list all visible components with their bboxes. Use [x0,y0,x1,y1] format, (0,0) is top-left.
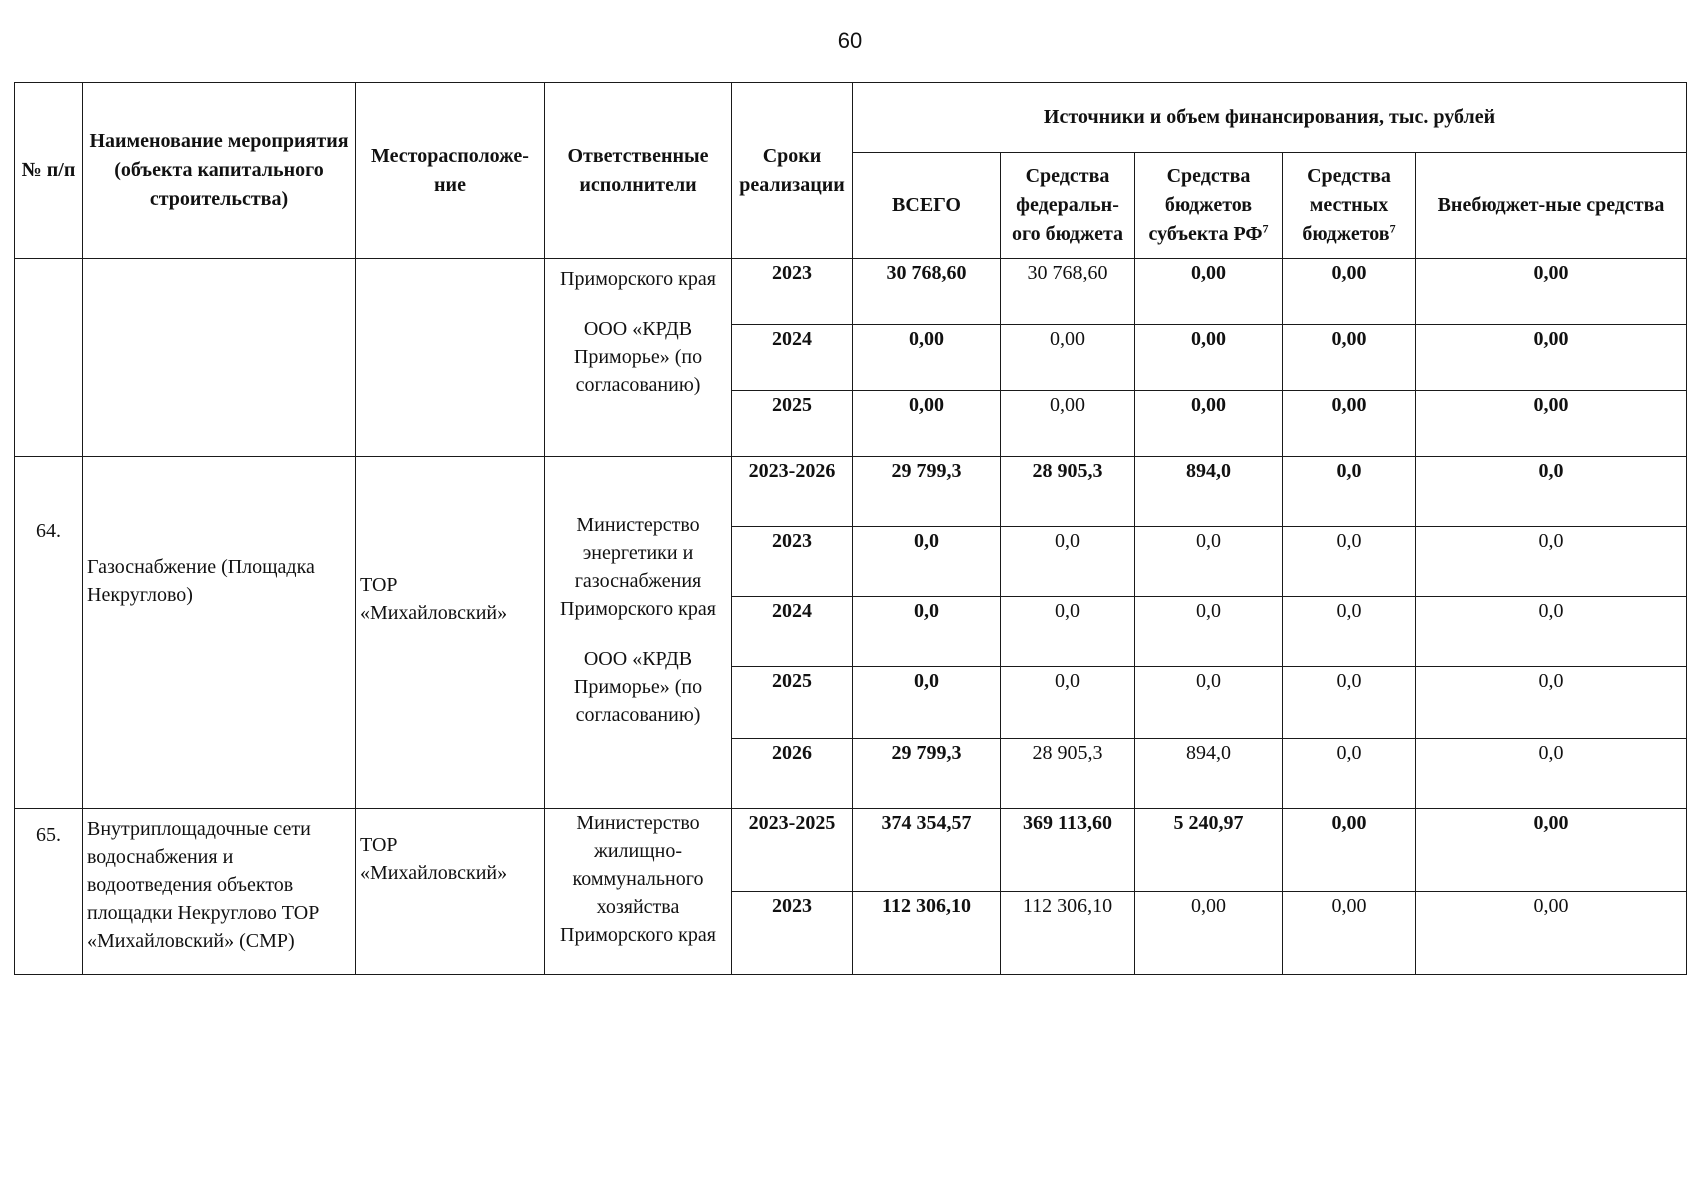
item-executors [545,457,732,809]
executor-text: Приморского края [560,268,716,290]
cell-total: 29 799,3 [853,739,1001,809]
item-name [83,259,356,457]
cell-offbudget: 0,0 [1416,457,1687,527]
item-number: 65. [15,809,83,975]
executor-text: Министерство энергетики и газоснабжения Приморского края [560,514,716,620]
header-name: Наименование мероприятия (объекта капитального строительства) [83,83,356,259]
cell-offbudget: 0,0 [1416,667,1687,739]
cell-period: 2023 [732,259,853,325]
cell-total: 0,0 [853,667,1001,739]
header-num: № п/п [15,83,83,259]
cell-regional: 0,0 [1135,667,1283,739]
cell-offbudget: 0,00 [1416,259,1687,325]
cell-federal: 369 113,60 [1001,809,1135,892]
cell-federal: 112 306,10 [1001,892,1135,975]
cell-offbudget: 0,0 [1416,597,1687,667]
item-number [15,259,83,457]
cell-total: 112 306,10 [853,892,1001,975]
financing-table [14,82,1687,975]
cell-period: 2026 [732,739,853,809]
item-executors [545,809,732,975]
cell-total: 29 799,3 [853,457,1001,527]
cell-local: 0,0 [1283,527,1416,597]
header-period: Сроки реализации [732,83,853,259]
item-location [356,259,545,457]
cell-local: 0,00 [1283,391,1416,457]
item-location: ТОР «Михайловский» [356,809,545,975]
header-total: ВСЕГО [853,153,1001,259]
item-name: Внутриплощадочные сети водоснабжения и водоотведения объектов площадки Некруглово ТОР «Михайловский» (СМР) [83,809,356,975]
footnote-marker: 7 [1389,221,1396,236]
cell-regional: 0,00 [1135,892,1283,975]
table-row [15,259,1687,325]
cell-period: 2025 [732,391,853,457]
cell-regional: 0,0 [1135,527,1283,597]
cell-offbudget: 0,0 [1416,527,1687,597]
header-location: Месторасположе-ние [356,83,545,259]
cell-period: 2023-2025 [732,809,853,892]
item-number: 64. [15,457,83,809]
cell-local: 0,00 [1283,259,1416,325]
cell-total: 0,00 [853,391,1001,457]
page-number: 60 [837,28,863,53]
cell-period: 2025 [732,667,853,739]
item-location: ТОР «Михайловский» [356,457,545,809]
cell-federal: 28 905,3 [1001,739,1135,809]
cell-regional: 0,00 [1135,391,1283,457]
cell-period: 2024 [732,597,853,667]
cell-regional: 0,00 [1135,259,1283,325]
cell-regional: 894,0 [1135,739,1283,809]
table-row [15,457,1687,527]
cell-period: 2023 [732,892,853,975]
cell-regional: 0,00 [1135,325,1283,391]
header-local: Средства местных бюджетов$^7$ [1283,153,1416,259]
cell-federal: 0,0 [1001,667,1135,739]
cell-local: 0,00 [1283,892,1416,975]
item-name: Газоснабжение (Площадка Некруглово) [83,457,356,809]
cell-total: 374 354,57 [853,809,1001,892]
cell-total: 0,0 [853,527,1001,597]
header-sources: Источники и объем финансирования, тыс. рублей [853,83,1687,153]
cell-local: 0,00 [1283,809,1416,892]
cell-total: 30 768,60 [853,259,1001,325]
cell-local: 0,00 [1283,325,1416,391]
executor-text: ООО «КРДВ Приморье» (по согласованию) [573,318,703,396]
cell-local: 0,0 [1283,457,1416,527]
cell-regional: 5 240,97 [1135,809,1283,892]
cell-offbudget: 0,00 [1416,325,1687,391]
cell-total: 0,0 [853,597,1001,667]
cell-federal: 30 768,60 [1001,259,1135,325]
cell-federal: 0,0 [1001,527,1135,597]
header-federal: Средства федеральн-ого бюджета [1001,153,1135,259]
header-offbudget: Внебюджет-ные средства [1416,153,1687,259]
cell-period: 2023 [732,527,853,597]
cell-local: 0,0 [1283,667,1416,739]
cell-total: 0,00 [853,325,1001,391]
header-regional: Средства бюджетов субъекта $РФ^7$ [1135,153,1283,259]
header-executors: Ответственные исполнители [545,83,732,259]
cell-period: 2023-2026 [732,457,853,527]
cell-offbudget: 0,0 [1416,739,1687,809]
cell-local: 0,0 [1283,597,1416,667]
cell-regional: 894,0 [1135,457,1283,527]
executor-text: Министерство жилищно-коммунального хозяйства Приморского края [560,812,716,946]
cell-federal: 0,0 [1001,597,1135,667]
cell-federal: 28 905,3 [1001,457,1135,527]
cell-federal: 0,00 [1001,325,1135,391]
footnote-marker: 7 [1262,221,1269,236]
executor-text: ООО «КРДВ Приморье» (по согласованию) [573,648,703,726]
cell-offbudget: 0,00 [1416,809,1687,892]
cell-local: 0,0 [1283,739,1416,809]
cell-offbudget: 0,00 [1416,391,1687,457]
item-executors [545,259,732,457]
table-row [15,809,1687,892]
cell-offbudget: 0,00 [1416,892,1687,975]
cell-regional: 0,0 [1135,597,1283,667]
cell-federal: 0,00 [1001,391,1135,457]
table-body [15,259,1687,975]
cell-period: 2024 [732,325,853,391]
